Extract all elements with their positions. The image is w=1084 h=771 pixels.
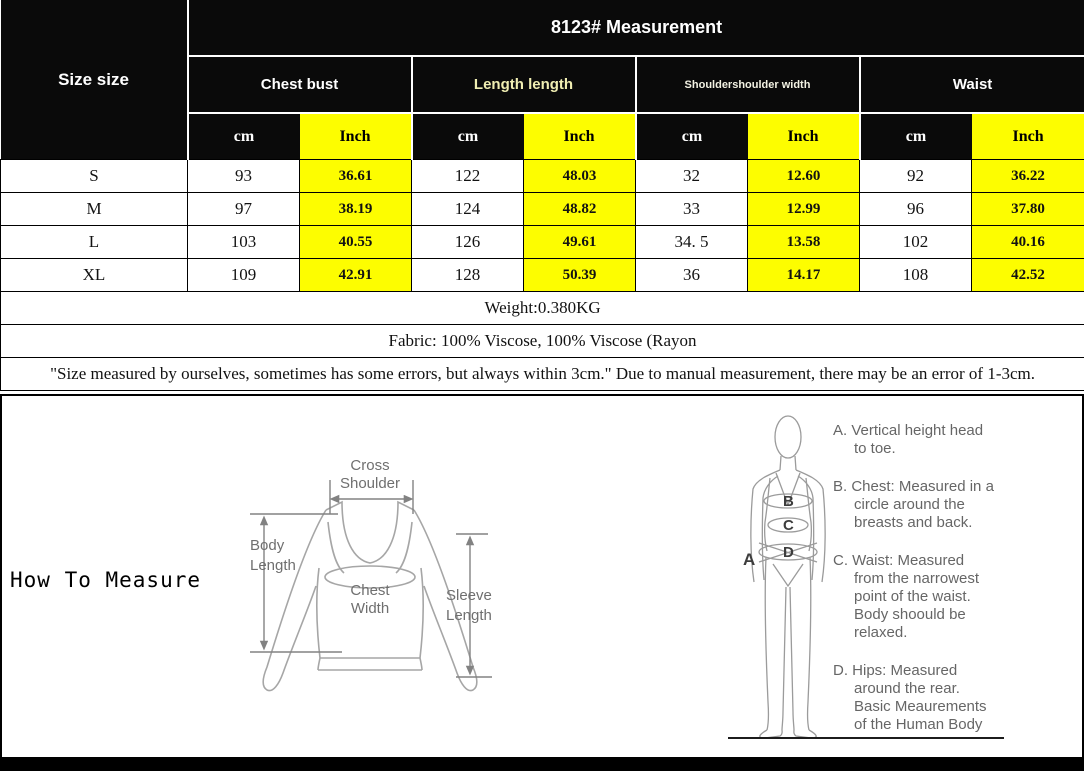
measure-instruction-line: relaxed. [854, 624, 908, 641]
how-to-measure-heading: How To Measure [10, 568, 202, 592]
table-row [1, 160, 1084, 193]
size-row-label: XL [1, 259, 188, 292]
fabric-row [1, 325, 1084, 358]
group-header-chest: Chest bust [188, 56, 412, 113]
body-outline-icon [751, 416, 825, 738]
measurement-cell-cm: 122 [412, 160, 524, 193]
unit-header-inch: Inch [524, 113, 636, 160]
measurement-cell-inch: 12.60 [748, 160, 860, 193]
sleeve-length-label: Sleeve [446, 587, 492, 604]
unit-header-cm: cm [636, 113, 748, 160]
measurement-note-text: "Size measured by ourselves, sometimes has some errors, but always within 3cm." Due to manual measurement, there may be an error of 1-3cm. [1, 358, 1084, 391]
measurement-cell-cm: 36 [636, 259, 748, 292]
measurement-cell-cm: 126 [412, 226, 524, 259]
table-title: 8123# Measurement [188, 0, 1084, 56]
measure-arrows [250, 480, 492, 677]
measurement-cell-inch: 42.52 [972, 259, 1084, 292]
measure-instruction [833, 662, 1028, 734]
garment-measure-diagram [230, 420, 530, 720]
size-column-header: Size size [1, 0, 188, 160]
measurement-cell-inch: 37.80 [972, 193, 1084, 226]
size-row-label: S [1, 160, 188, 193]
measurement-cell-cm: 103 [188, 226, 300, 259]
measure-instruction-line: circle around the [854, 496, 965, 513]
body-length-label: Length [250, 557, 296, 574]
measurement-cell-inch: 42.91 [300, 259, 412, 292]
measure-instruction [833, 552, 1028, 642]
figure-underline [728, 737, 1004, 739]
measurement-cell-inch: 36.61 [300, 160, 412, 193]
measurement-cell-inch: 38.19 [300, 193, 412, 226]
sleeve-length-label: Length [446, 607, 492, 624]
measurement-cell-inch: 48.03 [524, 160, 636, 193]
body-measure-diagram [735, 410, 845, 750]
measure-instruction-line: A. Vertical height head [833, 422, 984, 439]
measurement-cell-cm: 102 [860, 226, 972, 259]
figure-label-d: D [783, 544, 794, 561]
measure-instructions [833, 422, 1028, 754]
measurement-cell-cm: 93 [188, 160, 300, 193]
measurement-cell-inch: 49.61 [524, 226, 636, 259]
table-row [1, 193, 1084, 226]
measure-instruction [833, 478, 1028, 532]
title-row [1, 0, 1084, 56]
unit-header-cm: cm [188, 113, 300, 160]
measure-instruction-line: to toe. [854, 440, 896, 457]
measure-instruction-line: around the rear. [854, 680, 960, 697]
cross-shoulder-label: Shoulder [339, 475, 401, 492]
measure-instruction [833, 422, 1028, 458]
group-header-length: Length length [412, 56, 636, 113]
measurement-cell-cm: 108 [860, 259, 972, 292]
measurement-cell-cm: 96 [860, 193, 972, 226]
figure-label-c: C [783, 517, 794, 534]
chest-width-label: Width [350, 600, 390, 617]
body-length-label: Body [250, 537, 285, 554]
how-to-measure-section [0, 394, 1084, 757]
weight-row [1, 292, 1084, 325]
measurement-cell-inch: 40.16 [972, 226, 1084, 259]
measure-instruction-line: of the Human Body [854, 716, 983, 733]
measurement-cell-inch: 48.82 [524, 193, 636, 226]
measure-instruction-line: breasts and back. [854, 514, 973, 531]
figure-label-a: A [743, 550, 756, 569]
measure-instruction-line: point of the waist. [854, 588, 971, 605]
measurement-cell-cm: 109 [188, 259, 300, 292]
measurement-cell-inch: 50.39 [524, 259, 636, 292]
weight-text: Weight:0.380KG [1, 292, 1084, 325]
measurement-cell-cm: 128 [412, 259, 524, 292]
fabric-text: Fabric: 100% Viscose, 100% Viscose (Rayon [1, 325, 1084, 358]
measurement-cell-cm: 33 [636, 193, 748, 226]
bottom-black-bar [0, 757, 1084, 771]
table-row [1, 226, 1084, 259]
unit-header-inch: Inch [748, 113, 860, 160]
unit-header-cm: cm [412, 113, 524, 160]
table-row [1, 259, 1084, 292]
measurement-cell-inch: 14.17 [748, 259, 860, 292]
measurement-cell-cm: 32 [636, 160, 748, 193]
measure-instruction-line: Body shoould be [854, 606, 966, 623]
figure-label-b: B [783, 493, 794, 510]
group-header-shoulder: Shouldershoulder width [636, 56, 860, 113]
measure-instruction-line: C. Waist: Measured [833, 552, 965, 569]
unit-header-inch: Inch [972, 113, 1084, 160]
measure-instruction-line: Basic Meaurements [854, 698, 987, 715]
measure-instruction-line: D. Hips: Measured [833, 662, 958, 679]
group-header-waist: Waist [860, 56, 1084, 113]
cross-shoulder-label: Cross [350, 457, 390, 474]
measurement-cell-cm: 124 [412, 193, 524, 226]
measurement-cell-inch: 12.99 [748, 193, 860, 226]
measurement-cell-cm: 97 [188, 193, 300, 226]
size-table-body [1, 160, 1084, 292]
measure-instruction-line: B. Chest: Measured in a [833, 478, 994, 495]
measurement-cell-inch: 13.58 [748, 226, 860, 259]
chest-width-label: Chest [350, 582, 390, 599]
unit-header-inch: Inch [300, 113, 412, 160]
size-row-label: M [1, 193, 188, 226]
measurement-cell-inch: 40.55 [300, 226, 412, 259]
measure-instruction-line: from the narrowest [854, 570, 980, 587]
measurement-cell-inch: 36.22 [972, 160, 1084, 193]
measurement-cell-cm: 34. 5 [636, 226, 748, 259]
note-row [1, 358, 1084, 391]
size-row-label: L [1, 226, 188, 259]
unit-header-cm: cm [860, 113, 972, 160]
measurement-cell-cm: 92 [860, 160, 972, 193]
